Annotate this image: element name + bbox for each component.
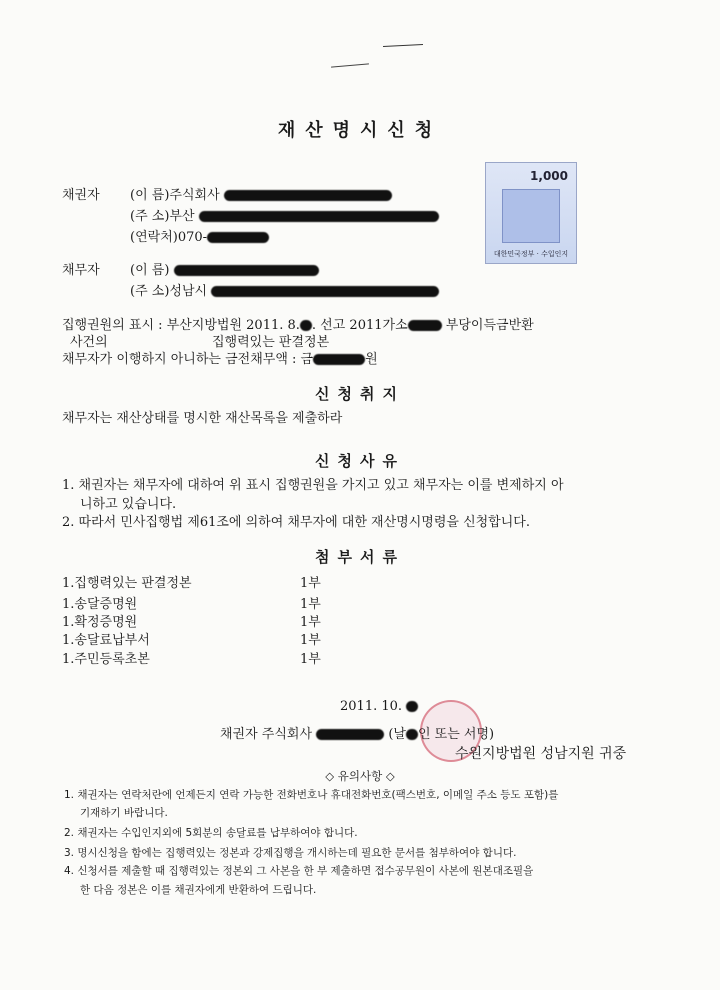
seal-hint-a: (날 <box>388 727 406 742</box>
creditor-address-value: 부산 <box>169 209 195 224</box>
reason-item-1a: 1. 채권자는 채무자에 대하여 위 표시 집행권원을 가지고 있고 채무자는 이를 변제하지 아 <box>62 478 564 493</box>
enforcement-case-name: 부당이득금반환 <box>445 318 534 333</box>
attachment-name: 1.주민등록초본 <box>62 652 150 667</box>
creditor-contact-row <box>130 226 269 245</box>
signature-date <box>340 699 418 714</box>
note-1a: 1. 채권자는 연락처란에 언제든지 연락 가능한 전화번호나 휴대전화번호(팩스번호, 이메일 주소 등도 포함)를 <box>64 789 559 801</box>
note-4a: 4. 신청서를 제출할 때 집행력있는 정본외 그 사본을 한 부 제출하면 접수공무원이 사본에 원본대조필을 <box>64 865 534 877</box>
debtor-name-row <box>130 259 319 278</box>
enforcement-case-prefix: . 선고 2011가소 <box>311 318 408 333</box>
reason-item-2: 2. 따라서 민사집행법 제61조에 의하여 채무자에 대한 재산명시명령을 신청합니다. <box>62 515 530 530</box>
creditor-label: 채권자 <box>62 188 100 203</box>
signature-applicant-row <box>220 723 494 742</box>
attachment-count: 1부 <box>300 576 321 591</box>
revenue-stamp <box>485 162 577 264</box>
reason-item-1b: 니하고 있습니다. <box>80 497 177 512</box>
attachments-heading: 첨부서류 <box>315 548 405 566</box>
notes-heading: ◇ 유의사항 ◇ <box>325 769 395 783</box>
date-text: 2011. 10. <box>340 699 403 714</box>
redaction <box>224 190 392 201</box>
attachment-name: 1.확정증명원 <box>62 615 138 630</box>
creditor-contact-value: 070- <box>177 230 208 245</box>
debtor-address-label: (주 소) <box>130 284 170 299</box>
purpose-text: 채무자는 재산상태를 명시한 재산목록을 제출하라 <box>62 411 343 426</box>
enforcement-line3 <box>62 348 378 367</box>
enforcement-court-date: 집행권원의 표시 : 부산지방법원 2011. 8. <box>62 318 300 333</box>
redaction <box>199 211 439 222</box>
debtor-name-label: (이 름) <box>130 263 170 278</box>
stamp-caption: 대한민국정부 · 수입인지 <box>493 250 569 258</box>
creditor-contact-label: (연락처) <box>130 230 178 245</box>
creditor-name-value: 주식회사 <box>169 188 220 203</box>
attachment-count: 1부 <box>300 597 321 612</box>
debt-amount-label: 채무자가 이행하지 아니하는 금전채무액 : 금 <box>62 352 314 367</box>
attachment-name: 1.집행력있는 판결정본 <box>62 576 192 591</box>
applicant-text: 채권자 주식회사 <box>220 727 313 742</box>
debtor-label: 채무자 <box>62 263 100 278</box>
enforcement-line2-a: 사건의 <box>70 335 108 350</box>
attachment-name: 1.송달료납부서 <box>62 633 150 648</box>
seal-hint-b: 인 또는 서명) <box>417 727 495 742</box>
enforcement-line2-b: 집행력있는 판결정본 <box>212 335 330 350</box>
note-1b: 기재하기 바랍니다. <box>80 807 168 819</box>
debt-amount-unit: 원 <box>365 352 378 367</box>
redaction <box>211 286 439 297</box>
debtor-address-value: 성남시 <box>169 284 208 299</box>
redaction <box>408 320 442 331</box>
debtor-address-row <box>130 280 439 299</box>
purpose-heading: 신청취지 <box>315 385 405 403</box>
attachment-count: 1부 <box>300 615 321 630</box>
note-3: 3. 명시신청을 함에는 집행력있는 정본과 강제집행을 개시하는데 필요한 문서를 첨부하여야 합니다. <box>64 847 517 859</box>
pen-mark <box>331 63 369 67</box>
stamp-value: 1,000 <box>530 169 568 183</box>
attachment-count: 1부 <box>300 633 321 648</box>
redaction <box>313 354 365 365</box>
reason-heading: 신청사유 <box>315 452 405 470</box>
redaction <box>406 729 418 740</box>
redaction <box>406 701 418 712</box>
note-4b: 한 다음 정본은 이를 채권자에게 반환하여 드립니다. <box>80 884 317 896</box>
redaction <box>174 265 319 276</box>
redaction <box>316 729 384 740</box>
redaction <box>300 320 312 331</box>
court-name: 수원지방법원 성남지원 귀중 <box>455 746 627 762</box>
pen-mark <box>383 44 423 47</box>
creditor-name-label: (이 름) <box>130 188 170 203</box>
document-title: 재산명시신청 <box>277 120 443 141</box>
creditor-address-label: (주 소) <box>130 209 170 224</box>
creditor-address-row <box>130 205 439 224</box>
redaction <box>207 232 269 243</box>
note-2: 2. 채권자는 수입인지외에 5회분의 송달료를 납부하여야 합니다. <box>64 827 358 839</box>
creditor-name-row <box>130 184 392 203</box>
attachment-count: 1부 <box>300 652 321 667</box>
stamp-image <box>502 189 560 243</box>
attachment-name: 1.송달증명원 <box>62 597 138 612</box>
